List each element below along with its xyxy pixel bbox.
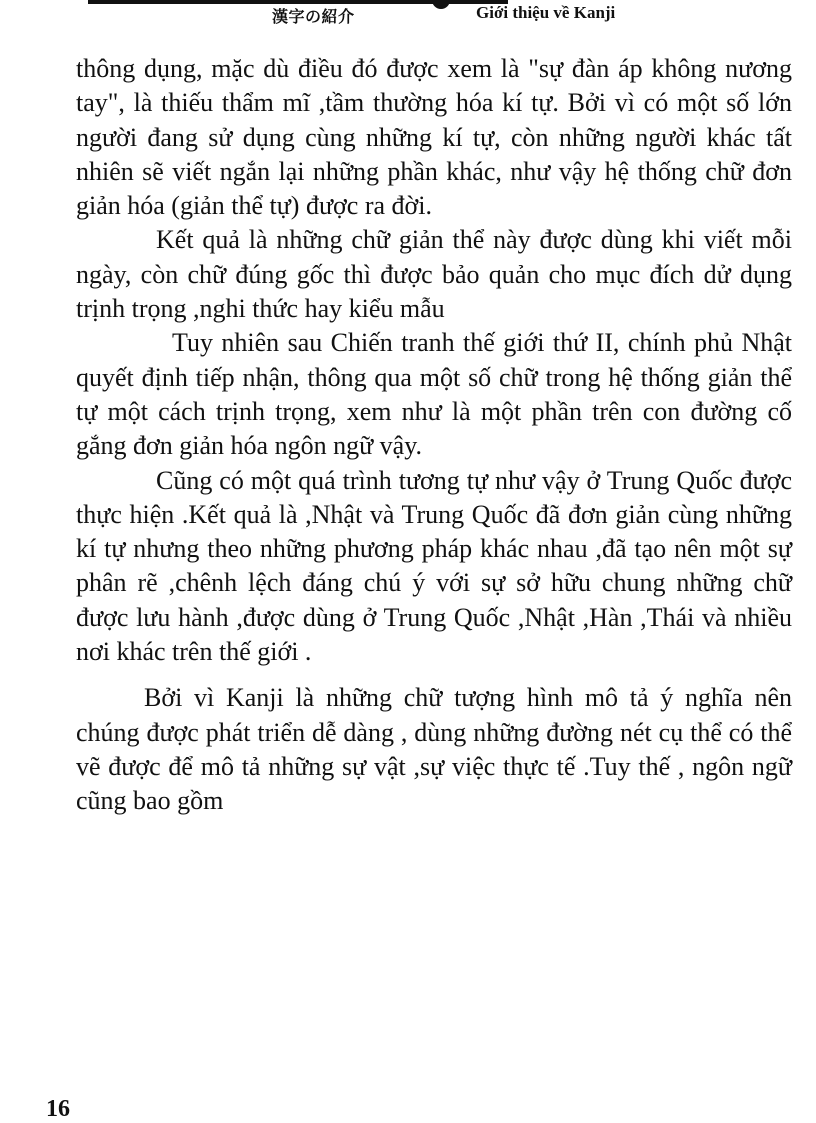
paragraph: thông dụng, mặc dù điều đó được xem là "sự đàn áp không nương tay", là thiếu thẩm mĩ ,tầm thường hóa kí tự. Bởi vì có một số lớn người đang sử dụng cùng những kí tự, còn những người khác tất nhiên sẽ viết ngắn lại những phần khác, như vậy hệ thống chữ đơn giản hóa (giản thể tự) được ra đời. bbox=[76, 54, 792, 221]
running-header-japanese: 漢字の紹介 bbox=[272, 7, 355, 26]
body-text bbox=[76, 52, 792, 819]
paragraph: Tuy nhiên sau Chiến tranh thế giới thứ II, chính phủ Nhật quyết định tiếp nhận, thông qua một số chữ trong hệ thống giản thể tự một cách trịnh trọng, xem như là một phần trên con đường cố gắng đơn giản hóa ngôn ngữ vậy. bbox=[76, 328, 792, 461]
paragraph: Bởi vì Kanji là những chữ tượng hình mô tả ý nghĩa nên chúng được phát triển dễ dàng , dùng những đường nét cụ thể có thể vẽ được để mô tả những sự vật ,sự việc thực tế .Tuy thế , ngôn ngữ cũng bao gồm bbox=[76, 683, 792, 816]
running-header-vietnamese: Giới thiệu về Kanji bbox=[476, 3, 616, 22]
paragraph: Cũng có một quá trình tương tự như vậy ở Trung Quốc được thực hiện .Kết quả là ,Nhật và Trung Quốc đã đơn giản cùng những kí tự nhưng theo những phương pháp khác nhau ,đã tạo nên một sự phân rẽ ,chênh lệch đáng chú ý với sự sở hữu chung những chữ được lưu hành ,được dùng ở Trung Quốc ,Nhật ,Hàn ,Thái và nhiều nơi khác trên thế giới . bbox=[76, 465, 792, 667]
header-ornament bbox=[432, 0, 450, 9]
paragraph: Kết quả là những chữ giản thể này được dùng khi viết mỗi ngày, còn chữ đúng gốc thì được bảo quản cho mục đích dử dụng trịnh trọng ,nghi thức hay kiểu mẫu bbox=[76, 225, 792, 324]
page-number: 16 bbox=[46, 1096, 70, 1122]
